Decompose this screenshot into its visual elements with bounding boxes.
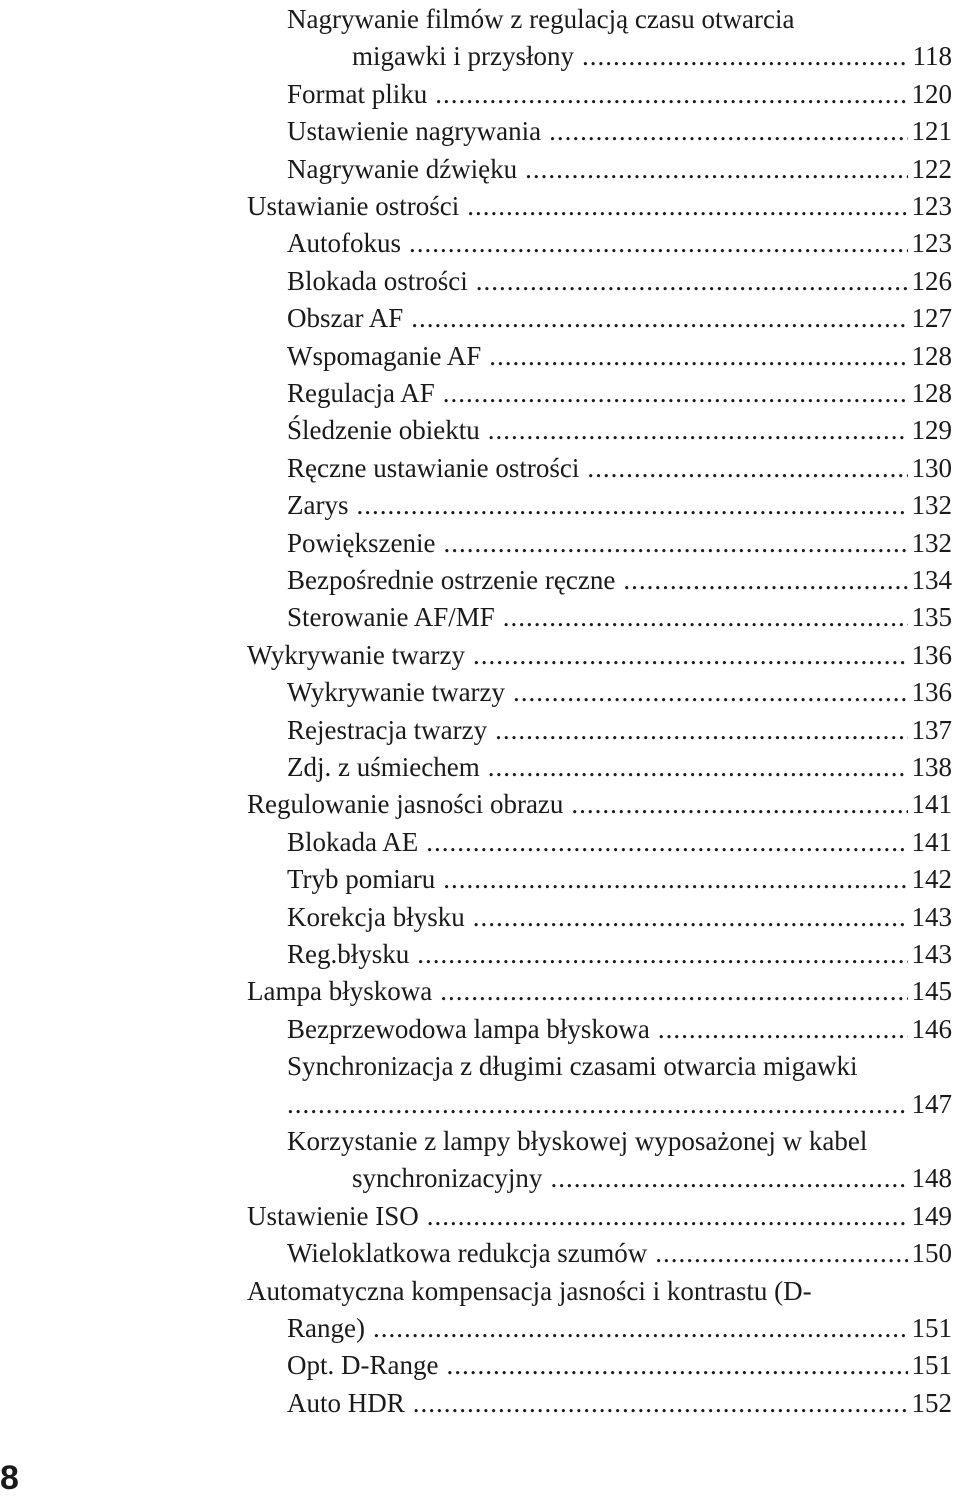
dot-leader: [488, 411, 908, 449]
toc-entry[interactable]: [0, 898, 960, 936]
dot-leader: [427, 1197, 908, 1235]
toc-entry-page: 141: [911, 826, 952, 857]
toc-entry-title: Bezpośrednie ostrzenie ręczne: [287, 565, 616, 595]
toc-entry[interactable]: [0, 972, 960, 1010]
toc-entry-page: 136: [911, 677, 952, 708]
dot-leader: [571, 785, 907, 823]
dot-leader: [476, 262, 908, 300]
toc-entry-page: 127: [911, 303, 952, 334]
toc-entry[interactable]: [0, 112, 960, 150]
toc-entry[interactable]: [0, 449, 960, 487]
toc-entry[interactable]: [0, 823, 960, 861]
toc-entry-page: 138: [911, 752, 952, 782]
toc-entry-title: Powiększenie: [287, 527, 436, 558]
toc-entry-title: Auto HDR: [287, 1387, 405, 1418]
toc-entry[interactable]: [0, 860, 960, 898]
dot-leader: [525, 150, 907, 188]
toc-entry-title: Sterowanie AF/MF: [287, 602, 495, 633]
toc-entry-page: 130: [911, 452, 952, 483]
toc-entry-page: 141: [911, 789, 952, 820]
toc-entry-page: 120: [911, 78, 952, 109]
toc-entry[interactable]: [0, 1234, 960, 1272]
dot-leader: [443, 524, 907, 562]
toc-entry-title: Ustawianie ostrości: [247, 191, 460, 221]
toc-entry[interactable]: [0, 1197, 960, 1235]
dot-leader: [443, 374, 908, 412]
toc-entry[interactable]: [0, 785, 960, 823]
dot-leader: [549, 112, 907, 150]
toc-entry-title: Blokada ostrości: [287, 265, 468, 296]
toc-entry-title: Automatyczna kompensacja jasności i kontrastu (D-: [247, 1275, 812, 1306]
toc-entry-title: Śledzenie obiektu: [287, 415, 480, 446]
toc-entry-page: 143: [911, 901, 952, 932]
toc-entry-page: 148: [911, 1163, 952, 1194]
toc-entry-page: 146: [911, 1013, 952, 1044]
toc-entry-title: Rejestracja twarzy: [287, 714, 488, 745]
toc-entry-title: Obszar AF: [287, 303, 404, 334]
toc-entry[interactable]: [0, 524, 960, 562]
toc-entry[interactable]: [0, 37, 960, 75]
toc-entry-title: Zarys: [287, 490, 349, 521]
dot-leader: [446, 1346, 907, 1384]
toc-entry-title: Reg.błysku: [287, 939, 410, 969]
toc-entry-page: 121: [911, 116, 952, 147]
toc-entry-title: Format pliku: [287, 78, 428, 109]
toc-entry[interactable]: [0, 411, 960, 449]
toc-entry[interactable]: [0, 598, 960, 636]
dot-leader: [489, 337, 907, 375]
toc-entry-page: 142: [911, 864, 952, 895]
toc-entry[interactable]: [0, 748, 960, 786]
dot-leader: [356, 486, 907, 524]
dot-leader: [287, 1085, 908, 1123]
toc-entry[interactable]: [0, 75, 960, 113]
toc-entry[interactable]: [0, 711, 960, 749]
dot-leader: [443, 860, 907, 898]
toc-entry-title: Nagrywanie dźwięku: [287, 153, 518, 184]
toc-entry-title: Wieloklatkowa redukcja szumów: [287, 1238, 648, 1269]
toc-entry-title: Tryb pomiaru: [287, 864, 436, 895]
toc-entry-page: 132: [911, 490, 952, 521]
dot-leader: [467, 187, 907, 225]
toc-entry-page: 128: [911, 340, 952, 371]
dot-leader: [473, 898, 908, 936]
toc-entry-title: Wspomaganie AF: [287, 340, 482, 371]
toc-entry-title: Regulacja AF: [287, 378, 435, 408]
toc-entry-title: Lampa błyskowa: [247, 976, 433, 1007]
toc-entry-title: Opt. D-Range: [287, 1350, 439, 1381]
toc-entry-page: 123: [911, 228, 952, 259]
dot-leader: [488, 748, 908, 786]
dot-leader: [503, 598, 908, 636]
toc-entry-page: 149: [911, 1200, 952, 1231]
dot-leader: [413, 1384, 908, 1422]
toc-entry-page: 151: [911, 1350, 952, 1381]
toc-entry-title: Ustawienie ISO: [247, 1200, 419, 1231]
toc-entry[interactable]: [0, 0, 960, 38]
toc-entry-title: Zdj. z uśmiechem: [287, 752, 480, 782]
dot-leader: [417, 935, 907, 973]
dot-leader: [473, 636, 907, 674]
toc-entry-title: migawki i przysłony: [352, 41, 574, 72]
toc-entry[interactable]: [0, 1010, 960, 1048]
toc-entry[interactable]: [0, 187, 960, 225]
toc-entry-title: Blokada AE: [287, 826, 419, 857]
toc-entry-title: Wykrywanie twarzy: [287, 677, 506, 708]
toc-entry-title: Korekcja błysku: [287, 901, 465, 932]
toc-entry[interactable]: [0, 337, 960, 375]
toc-entry[interactable]: [0, 1122, 960, 1160]
toc-entry-page: 123: [911, 191, 952, 221]
dot-leader: [587, 449, 907, 487]
toc-entry[interactable]: [0, 374, 960, 412]
toc-entry-title: Ustawienie nagrywania: [287, 116, 542, 147]
toc-entry[interactable]: [0, 299, 960, 337]
dot-leader: [658, 1010, 908, 1048]
toc-entry-title: Range): [287, 1313, 365, 1343]
toc-entry-title: Nagrywanie filmów z regulacją czasu otwarcia: [287, 4, 795, 34]
dot-leader: [582, 37, 909, 75]
toc-entry[interactable]: [0, 1346, 960, 1384]
toc-entry-title: synchronizacyjny: [352, 1163, 543, 1194]
toc-entry[interactable]: [0, 673, 960, 711]
toc-entry-page: 129: [911, 415, 952, 446]
toc-entry[interactable]: [0, 1384, 960, 1422]
toc-entry-title: Korzystanie z lampy błyskowej wyposażonej w kabel: [287, 1126, 868, 1156]
toc-entry-page: 134: [911, 565, 952, 595]
dot-leader: [655, 1234, 907, 1272]
toc-entry[interactable]: [0, 262, 960, 300]
toc-entry-page: 135: [911, 602, 952, 633]
dot-leader: [411, 299, 907, 337]
dot-leader: [435, 75, 907, 113]
toc-entry-page: 150: [911, 1238, 952, 1269]
dot-leader: [623, 561, 907, 599]
toc-entry-title: Bezprzewodowa lampa błyskowa: [287, 1013, 650, 1044]
toc-entry-title: Regulowanie jasności obrazu: [247, 789, 564, 820]
dot-leader: [409, 224, 908, 262]
toc-entry-page: 122: [911, 153, 952, 184]
toc-entry-page: 143: [911, 939, 952, 969]
toc-entry-page: 132: [911, 527, 952, 558]
toc-entry[interactable]: [0, 935, 960, 973]
toc-entry-page: 147: [911, 1088, 952, 1119]
toc-entry-title: Ręczne ustawianie ostrości: [287, 452, 580, 483]
toc-entry-page: 145: [911, 976, 952, 1007]
toc-entry-page: 128: [911, 378, 952, 408]
toc-entry[interactable]: [0, 1047, 960, 1085]
toc-entry[interactable]: [0, 561, 960, 599]
toc-entry-title: Wykrywanie twarzy: [247, 639, 466, 670]
toc-entry-page: 118: [912, 41, 952, 72]
toc-entry[interactable]: [0, 150, 960, 188]
toc-entry[interactable]: [0, 486, 960, 524]
toc-entry[interactable]: [0, 1309, 960, 1347]
toc-entry[interactable]: [0, 636, 960, 674]
toc-entry[interactable]: [0, 1085, 960, 1123]
toc-entry-title: Autofokus: [287, 228, 401, 259]
toc-entry-page: 137: [911, 714, 952, 745]
toc-entry[interactable]: [0, 1272, 960, 1310]
toc-entry-page: 151: [911, 1313, 952, 1343]
page-number: 8: [0, 1459, 19, 1497]
toc-entry-title: Synchronizacja z długimi czasami otwarcia migawki: [287, 1051, 858, 1082]
toc-entry-page: 152: [911, 1387, 952, 1418]
toc-entry[interactable]: [0, 224, 960, 262]
dot-leader: [550, 1159, 907, 1197]
toc-entry-page: 136: [911, 639, 952, 670]
dot-leader: [495, 711, 907, 749]
dot-leader: [426, 823, 907, 861]
dot-leader: [440, 972, 907, 1010]
dot-leader: [373, 1309, 908, 1347]
dot-leader: [513, 673, 907, 711]
toc-entry[interactable]: [0, 1159, 960, 1197]
toc-entry-page: 126: [911, 265, 952, 296]
